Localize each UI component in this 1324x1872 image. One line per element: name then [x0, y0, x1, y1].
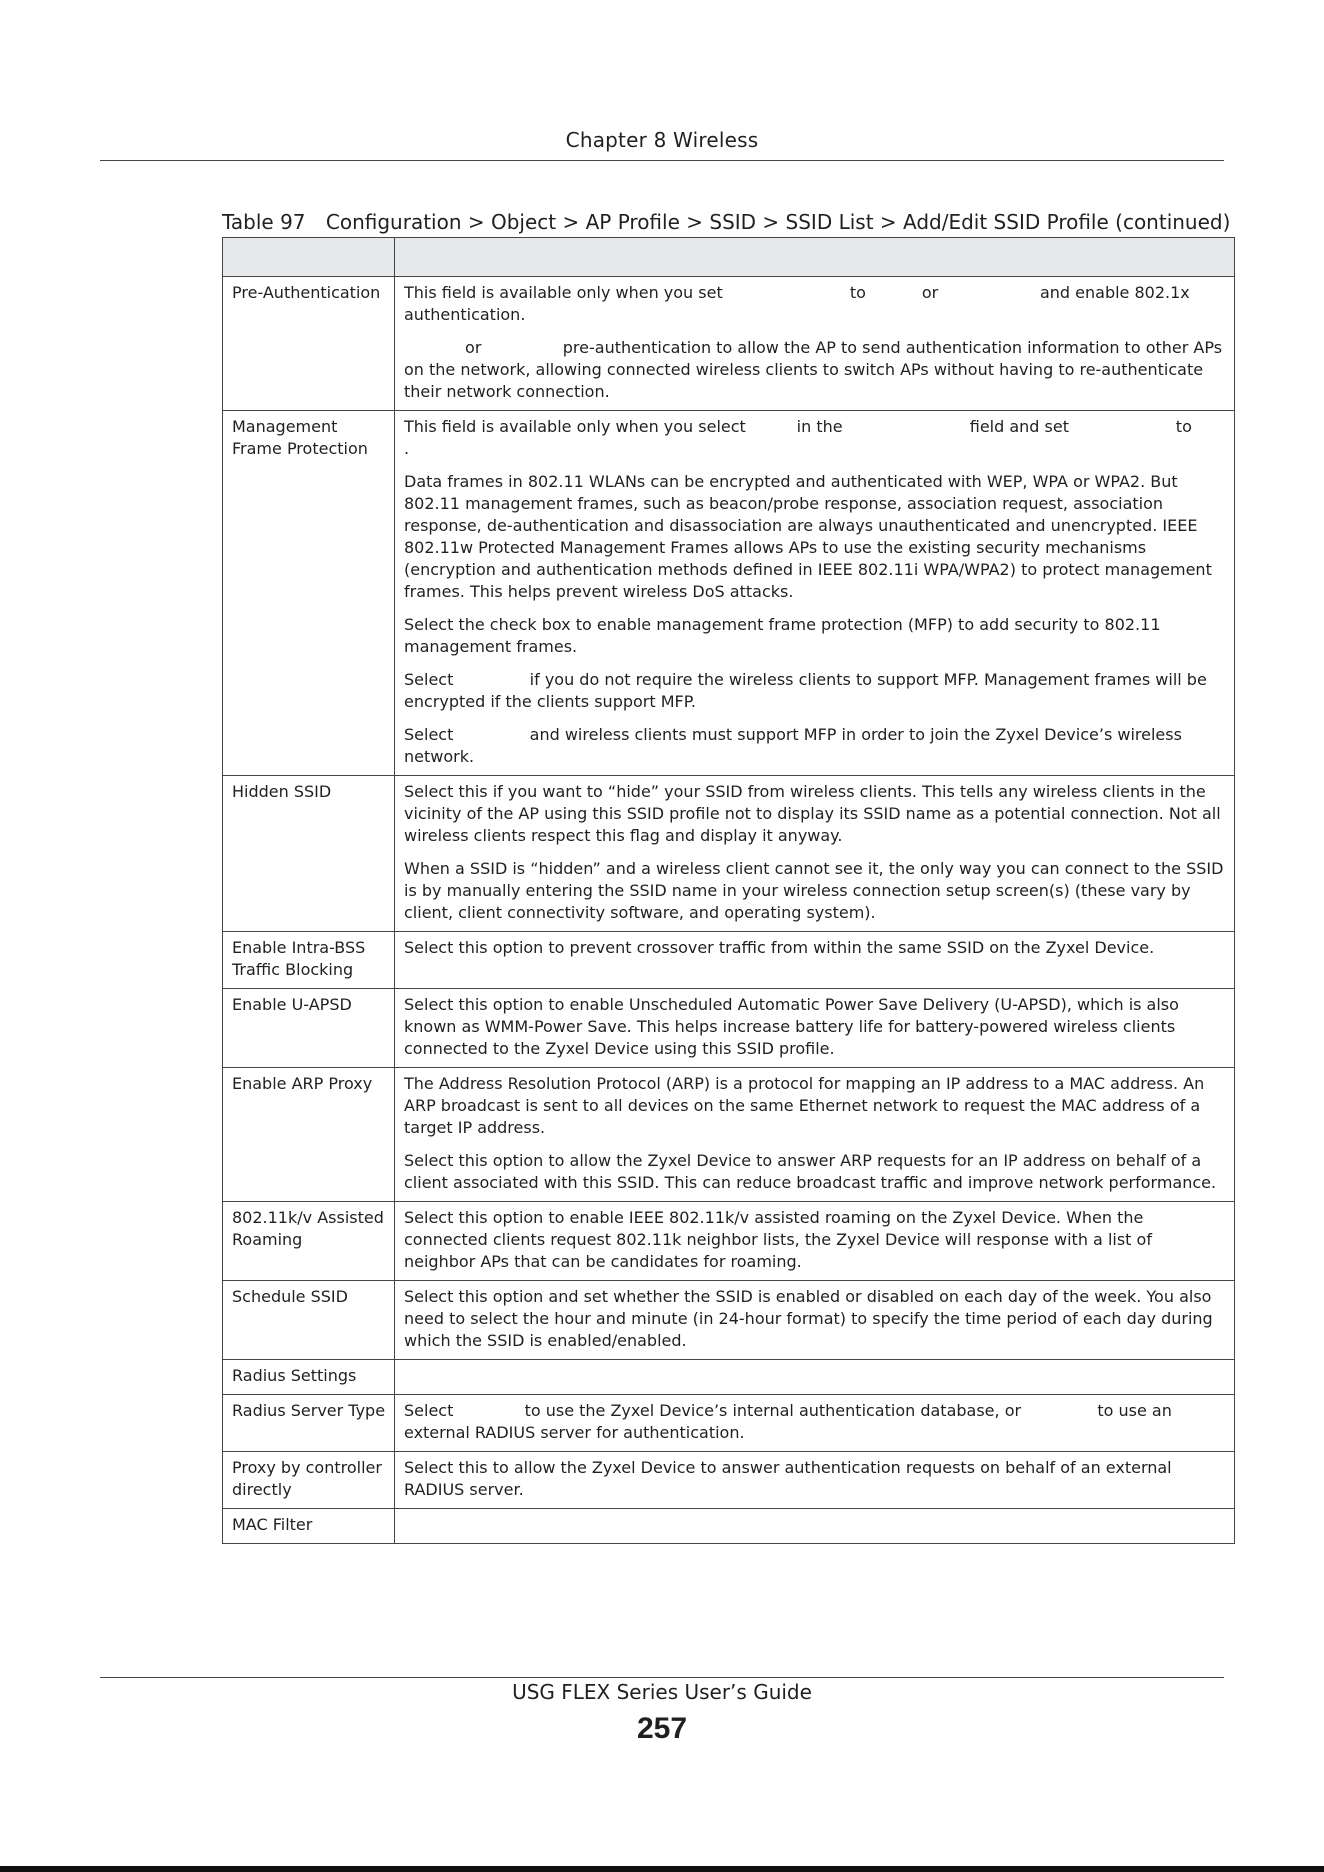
table-caption-number: Table 97: [222, 210, 306, 234]
field-label: Enable ARP Proxy: [223, 1068, 395, 1202]
table-row: [223, 1452, 1235, 1509]
description-paragraph: Select the check box to enable management frame protection (MFP) to add security to 802.11 management frames.: [404, 615, 1166, 656]
table-caption-title: Configuration > Object > AP Profile > SSID > SSID List > Add/Edit SSID Profile (continued): [325, 210, 1231, 234]
description-paragraph: Select this if you want to “hide” your SSID from wireless clients. This tells any wireless clients in the vicinity of the AP using this SSID profile not to display its SSID name as a potential connection. Not all wireless clients respect this flag and display it anyway.: [404, 782, 1226, 845]
field-label: Hidden SSID: [223, 776, 395, 932]
description-paragraph: The Address Resolution Protocol (ARP) is a protocol for mapping an IP address to a MAC address. An ARP broadcast is sent to all devices on the same Ethernet network to request the MAC address of a target IP address.: [404, 1074, 1210, 1137]
field-description: [395, 1068, 1235, 1202]
table-row: [223, 1509, 1235, 1544]
table-header-label: [223, 238, 395, 277]
table-row: [223, 776, 1235, 932]
footer-guide-title: USG FLEX Series User’s Guide: [512, 1680, 812, 1704]
field-label: Enable U-APSD: [223, 989, 395, 1068]
table-row: [223, 277, 1235, 411]
description-paragraph: Select and wireless clients must support MFP in order to join the Zyxel Device’s wireless network.: [404, 725, 1188, 766]
table-header-description: [395, 238, 1235, 277]
field-description: [395, 776, 1235, 932]
field-description: [395, 1509, 1235, 1544]
field-label: Management Frame Protection: [223, 411, 395, 776]
footer-divider: [100, 1677, 1224, 1678]
description-paragraph: Select if you do not require the wireless clients to support MFP. Management frames will be encrypted if the clients support MFP.: [404, 670, 1212, 711]
field-label: MAC Filter: [223, 1509, 395, 1544]
description-paragraph: Data frames in 802.11 WLANs can be encrypted and authenticated with WEP, WPA or WPA2. But 802.11 management frames, such as beacon/probe response, association request, association response, de-authentication and disassociation are always unauthenticated and unencrypted. IEEE 802.11w Protected Management Frames allows APs to use the existing security mechanisms (encryption and authentication methods defined in IEEE 802.11i WPA/WPA2) to protect management frames. This helps prevent wireless DoS attacks.: [404, 472, 1217, 601]
table-body: [223, 277, 1235, 1544]
description-paragraph: When a SSID is “hidden” and a wireless client cannot see it, the only way you can connect to the SSID is by manually entering the SSID name in your wireless connection setup screen(s) (these vary by client, client connectivity software, and operating system).: [404, 859, 1229, 922]
field-description: [395, 1360, 1235, 1395]
field-description: [395, 1452, 1235, 1509]
table-row: [223, 989, 1235, 1068]
table-row: [223, 1360, 1235, 1395]
table-row: [223, 411, 1235, 776]
description-paragraph: Select this option to prevent crossover traffic from within the same SSID on the Zyxel Device.: [404, 938, 1155, 957]
field-label: Radius Settings: [223, 1360, 395, 1395]
table-row: [223, 1202, 1235, 1281]
description-paragraph: Select this option to enable Unscheduled Automatic Power Save Delivery (U-APSD), which is also known as WMM-Power Save. This helps increase battery life for battery-powered wireless clients connected to the Zyxel Device using this SSID profile.: [404, 995, 1185, 1058]
field-label: Proxy by controller directly: [223, 1452, 395, 1509]
field-description: [395, 1395, 1235, 1452]
field-description: [395, 989, 1235, 1068]
description-paragraph: Select to use the Zyxel Device’s internal authentication database, or to use an external RADIUS server for authentication.: [404, 1401, 1177, 1442]
field-label: Schedule SSID: [223, 1281, 395, 1360]
description-paragraph: Select this option to enable IEEE 802.11k/v assisted roaming on the Zyxel Device. When the connected clients request 802.11k neighbor lists, the Zyxel Device will response with a list of neighbor APs that can be candidates for roaming.: [404, 1208, 1158, 1271]
table-row: [223, 1395, 1235, 1452]
description-paragraph: This field is available only when you set to or and enable 802.1x authentication.: [404, 283, 1195, 324]
page-number: 257: [636, 1712, 688, 1745]
description-paragraph: This field is available only when you select in the field and set to .: [404, 417, 1223, 458]
description-paragraph: Select this to allow the Zyxel Device to answer authentication requests on behalf of an external RADIUS server.: [404, 1458, 1177, 1499]
table-header-row: [223, 238, 1235, 277]
table-caption: [222, 210, 1230, 234]
field-description: [395, 411, 1235, 776]
description-paragraph: Select this option to allow the Zyxel Device to answer ARP requests for an IP address on behalf of a client associated with this SSID. This can reduce broadcast traffic and improve network performance.: [404, 1151, 1217, 1192]
field-description: [395, 932, 1235, 989]
description-paragraph: or pre-authentication to allow the AP to send authentication information to other APs on the network, allowing connected wireless clients to switch APs without having to re-authenticate their network connection.: [404, 338, 1228, 401]
header-divider: [100, 160, 1224, 161]
table-row: [223, 1068, 1235, 1202]
scan-edge-strip: [0, 1866, 1324, 1872]
field-label: Enable Intra-BSS Traffic Blocking: [223, 932, 395, 989]
field-label: Pre-Authentication: [223, 277, 395, 411]
field-description-table: [222, 237, 1235, 1544]
field-description: [395, 1202, 1235, 1281]
field-label: 802.11k/v Assisted Roaming: [223, 1202, 395, 1281]
page-header-chapter: Chapter 8 Wireless: [565, 128, 759, 152]
field-description: [395, 1281, 1235, 1360]
table-row: [223, 1281, 1235, 1360]
description-paragraph: Select this option and set whether the SSID is enabled or disabled on each day of the week. You also need to select the hour and minute (in 24-hour format) to specify the time period of each day during which the SSID is enabled/enabled.: [404, 1287, 1218, 1350]
field-label: Radius Server Type: [223, 1395, 395, 1452]
table-row: [223, 932, 1235, 989]
field-description: [395, 277, 1235, 411]
